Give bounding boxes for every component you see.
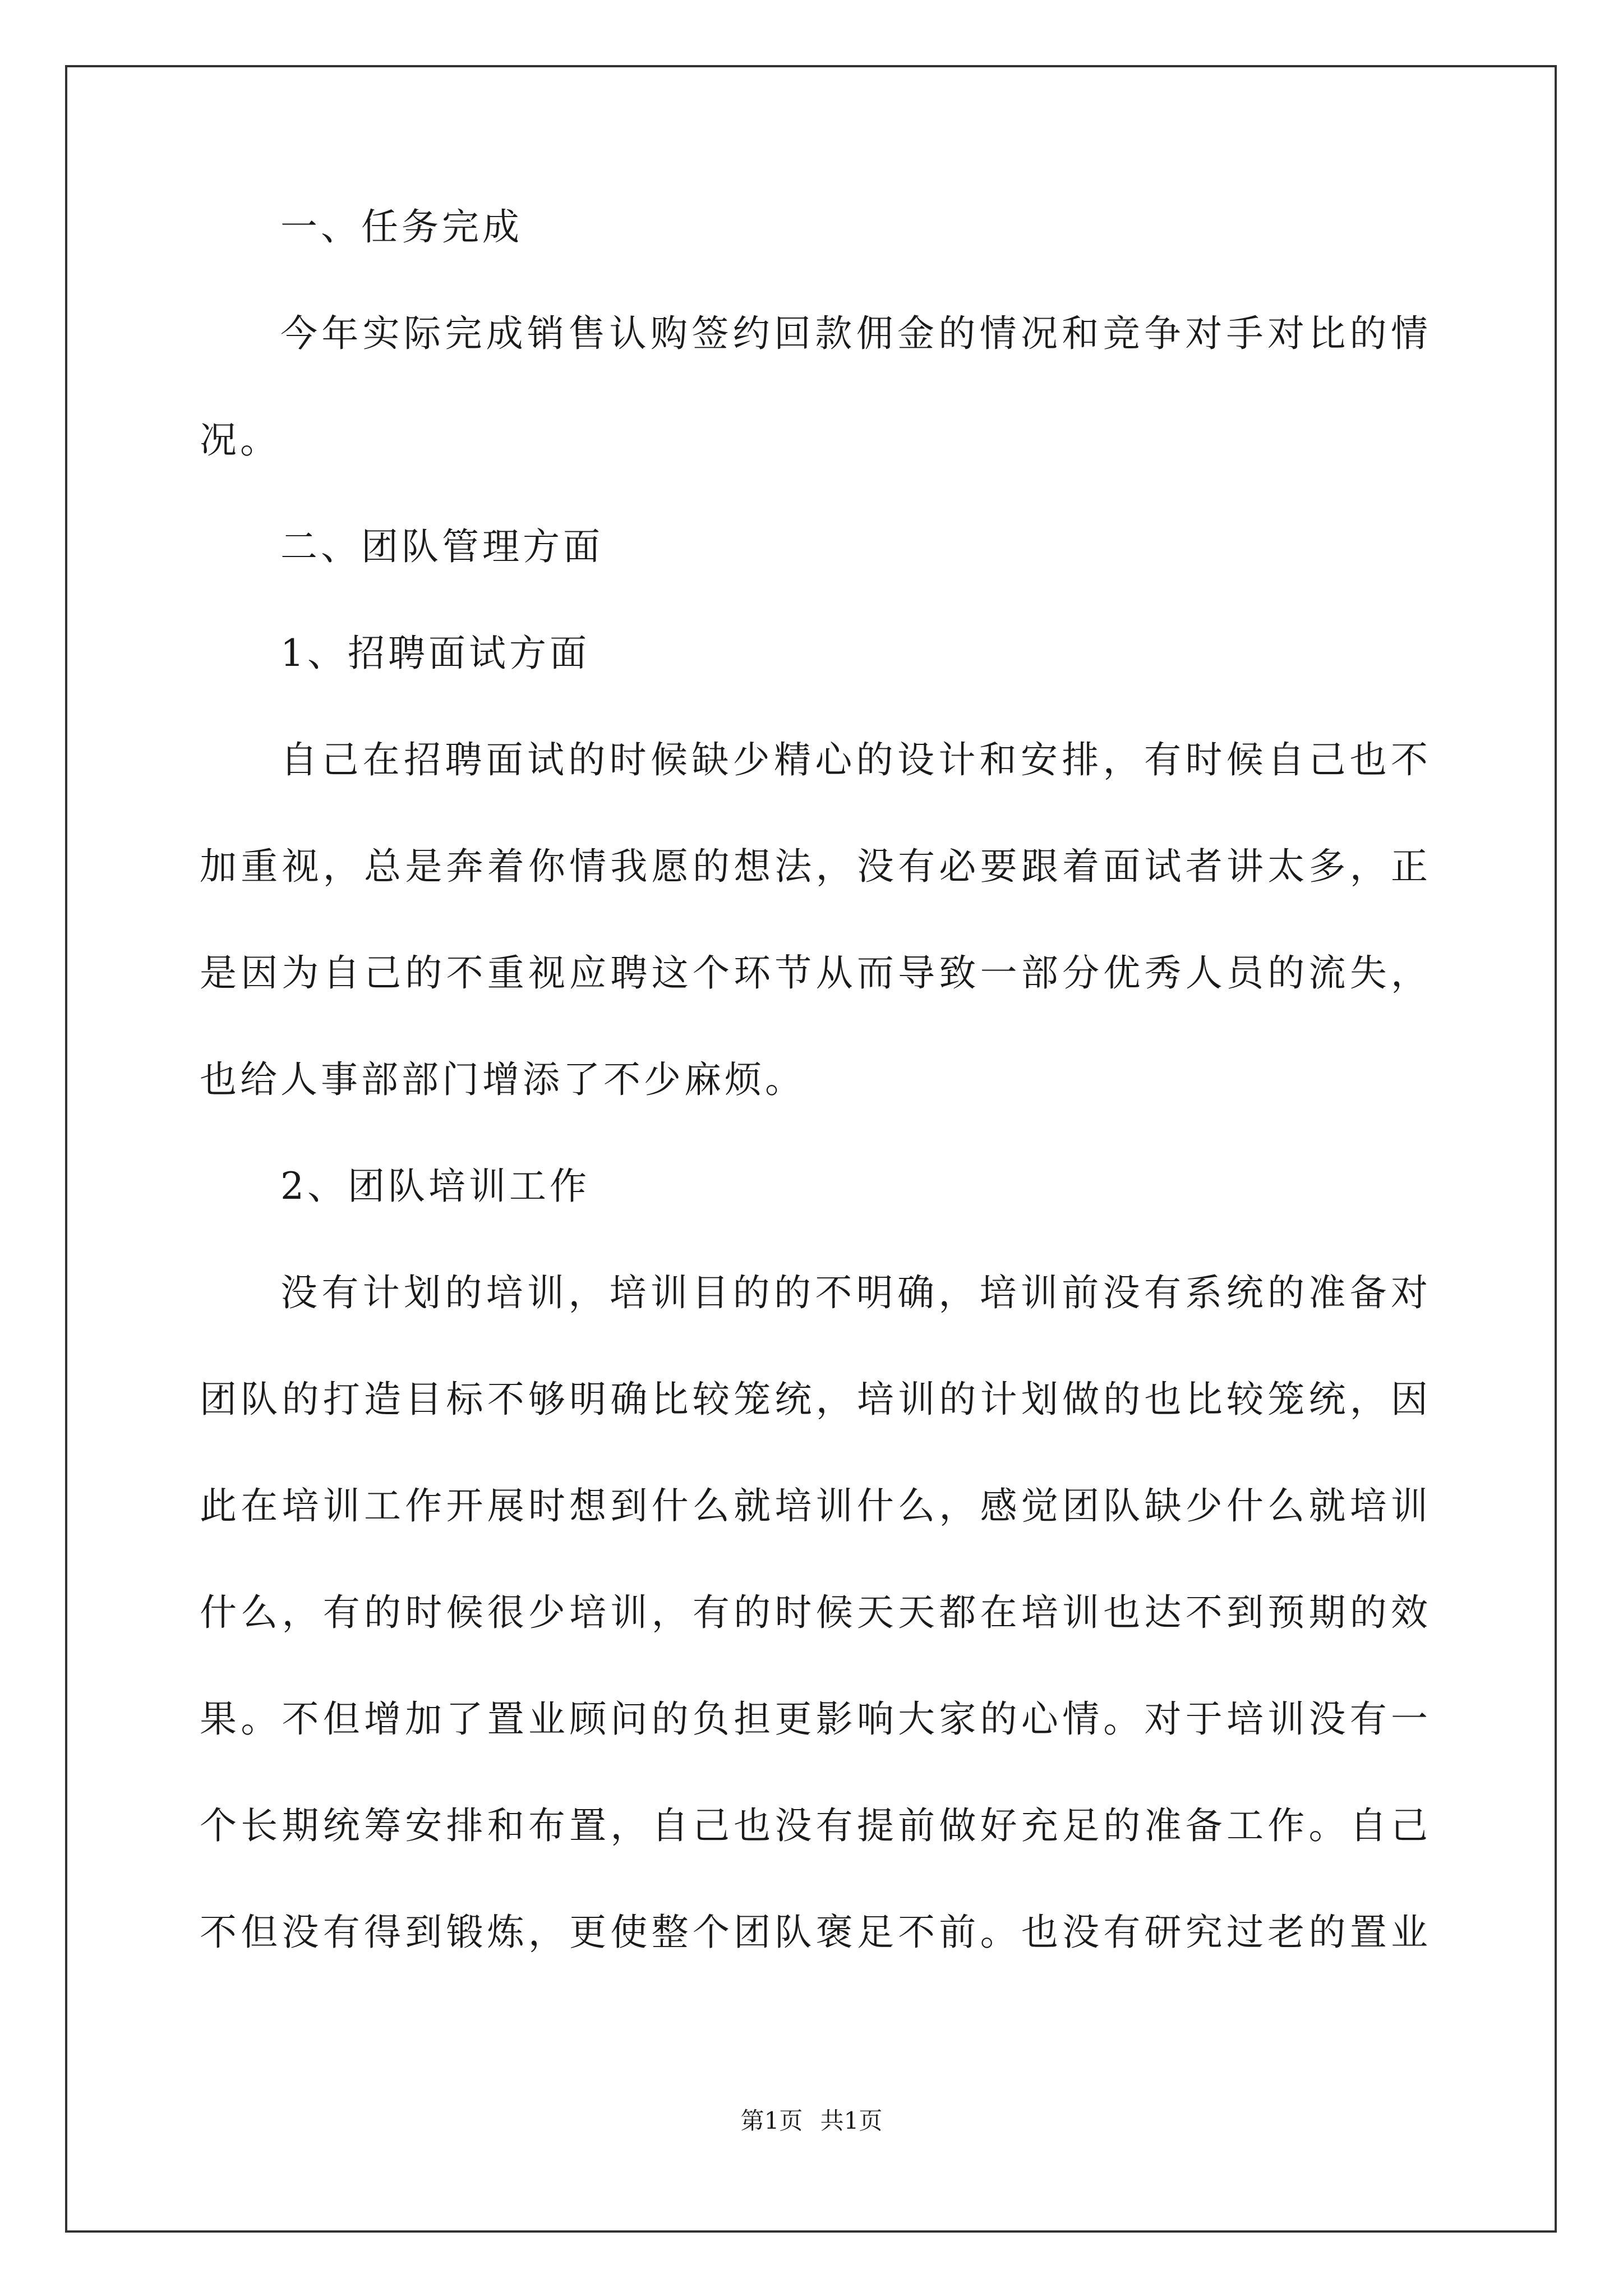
- text-line: 今年实际完成销售认购签约回款佣金的情况和竞争对手对比的情: [280, 312, 1431, 355]
- text-line: 没有计划的培训，培训目的的不明确，培训前没有系统的准备对: [280, 1271, 1431, 1314]
- page-footer: 第1页 共1页: [740, 2107, 883, 2134]
- text-line: 加重视，总是奔着你情我愿的想法，没有必要跟着面试者讲太多，正: [200, 845, 1431, 888]
- text-line: 一、任务完成: [280, 205, 523, 249]
- text-line: 什么，有的时候很少培训，有的时候天天都在培训也达不到预期的效: [200, 1591, 1431, 1634]
- text-line: 况。: [200, 418, 280, 462]
- text-line: 自己在招聘面试的时候缺少精心的设计和安排，有时候自己也不: [280, 738, 1431, 781]
- text-line: 也给人事部部门增添了不少麻烦。: [200, 1058, 805, 1101]
- text-line: 不但没有得到锻炼，更使整个团队褒足不前。也没有研究过老的置业: [200, 1911, 1431, 1954]
- text-line: 二、团队管理方面: [280, 525, 603, 568]
- text-line: 果。不但增加了置业顾问的负担更影响大家的心情。对于培训没有一: [200, 1697, 1431, 1741]
- text-line: 是因为自己的不重视应聘这个环节从而导致一部分优秀人员的流失，: [200, 951, 1431, 995]
- text-line: 2、团队培训工作: [280, 1165, 590, 1208]
- text-line: 1、招聘面试方面: [280, 632, 590, 675]
- text-line: 个长期统筹安排和布置，自己也没有提前做好充足的准备工作。自己: [200, 1804, 1431, 1847]
- text-line: 团队的打造目标不够明确比较笼统，培训的计划做的也比较笼统，因: [200, 1378, 1431, 1421]
- text-line: 此在培训工作开展时想到什么就培训什么，感觉团队缺少什么就培训: [200, 1484, 1431, 1527]
